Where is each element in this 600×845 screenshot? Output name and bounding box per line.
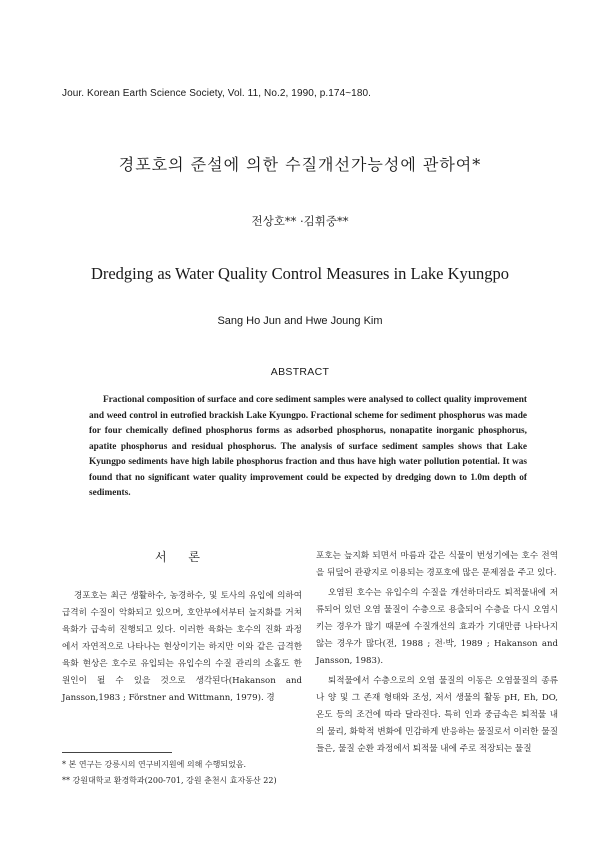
korean-authors: 전상호** ·김휘중** xyxy=(251,214,349,228)
footnote-funding: * 본 연구는 강릉시의 연구비지원에 의해 수행되었음. xyxy=(62,760,247,769)
abstract-heading: ABSTRACT xyxy=(270,366,330,378)
journal-citation: Jour. Korean Earth Science Society, Vol. 11, No.2, 1990, p.174~180. xyxy=(62,88,372,99)
korean-title: 경포호의 준설에 의한 수질개선가능성에 관하여* xyxy=(118,155,482,174)
left-column xyxy=(62,548,302,707)
footnote-divider xyxy=(62,752,172,753)
english-authors: Sang Ho Jun and Hwe Joung Kim xyxy=(217,315,383,327)
english-title: Dredging as Water Quality Control Measures in Lake Kyungpo xyxy=(90,264,510,283)
right-paragraph-3: 퇴적물에서 수층으로의 오염 물질의 이동은 오염물질의 종류나 양 및 그 존재 형태와 조성, 저서 생물의 활동 pH, Eh, DO, 온도 등의 조건에 따라 달라진다. 특히 인과 중금속은 퇴적물 내의 물리, 화학적 변화에 민감하게 반응하는 물질로서 이러한 물질들은, 물질 순환 과정에서 퇴적물 내에 주로 적장되는 물질 xyxy=(316,676,558,754)
footnote-affiliation: ** 강원대학교 환경학과(200-701, 강원 춘천시 효자동산 22) xyxy=(62,775,277,785)
footnotes xyxy=(62,759,302,790)
right-paragraph-2: 오염된 호수는 유입수의 수질을 개선하더라도 퇴적물내에 저류되어 있던 오염 물질이 수층으로 용출되어 수층을 다시 오염시키는 경우가 많기 때문에 수질개선의 효과가 기대만큼 나타나지 않는 경우가 많다(전, 1988 ; 전·박, 1989 ; Hakanson and Jansson, 1983). xyxy=(316,588,558,666)
right-column xyxy=(316,548,558,758)
section-heading-introduction: 서 론 xyxy=(155,550,209,564)
right-paragraph-1: 포호는 늪지화 되면서 마름과 같은 식물이 번성기에는 호수 전역을 뒤덮어 관광지로 이용되는 경포호에 많은 문제점을 주고 있다. xyxy=(316,551,558,578)
intro-paragraph: 경포호는 최근 생활하수, 농경하수, 및 토사의 유입에 의하여 급격히 수질이 악화되고 있으며, 호안부에서부터 늪지화를 거쳐 육화가 급속히 진행되고 있다. 이러한 육화는 호수의 진화 과정에서 자연적으로 나타나는 현상이기는 하지만 이와 같은 급격한 육화 현상은 호수로 유입되는 유입수의 수질 관리의 소홀도 한 원인이 될 수 있을 것으로 생각된다(Hakanson and Jansson,1983 ; Förstner and Wittmann, 1979). 경 xyxy=(62,591,302,703)
abstract-text: Fractional composition of surface and core sediment samples were analysed to collect quality improvement and weed control in eutrofied brackish Lake Kyungpo. Fractional scheme for sediment phosphorus was made for four chemically defined phosphorus forms as adsorbed phosphorus, nonapatite inorganic phosphorus, apatite phosphorus and residual phosphorus. The analysis of surface sediment samples shows that Lake Kyungpo sediments have high labile phosphorus fraction and thus have high water pollution potential. It was found that no significant water quality improvement could be expected by dredging down to 1.0m depth of sediments. xyxy=(89,395,527,498)
